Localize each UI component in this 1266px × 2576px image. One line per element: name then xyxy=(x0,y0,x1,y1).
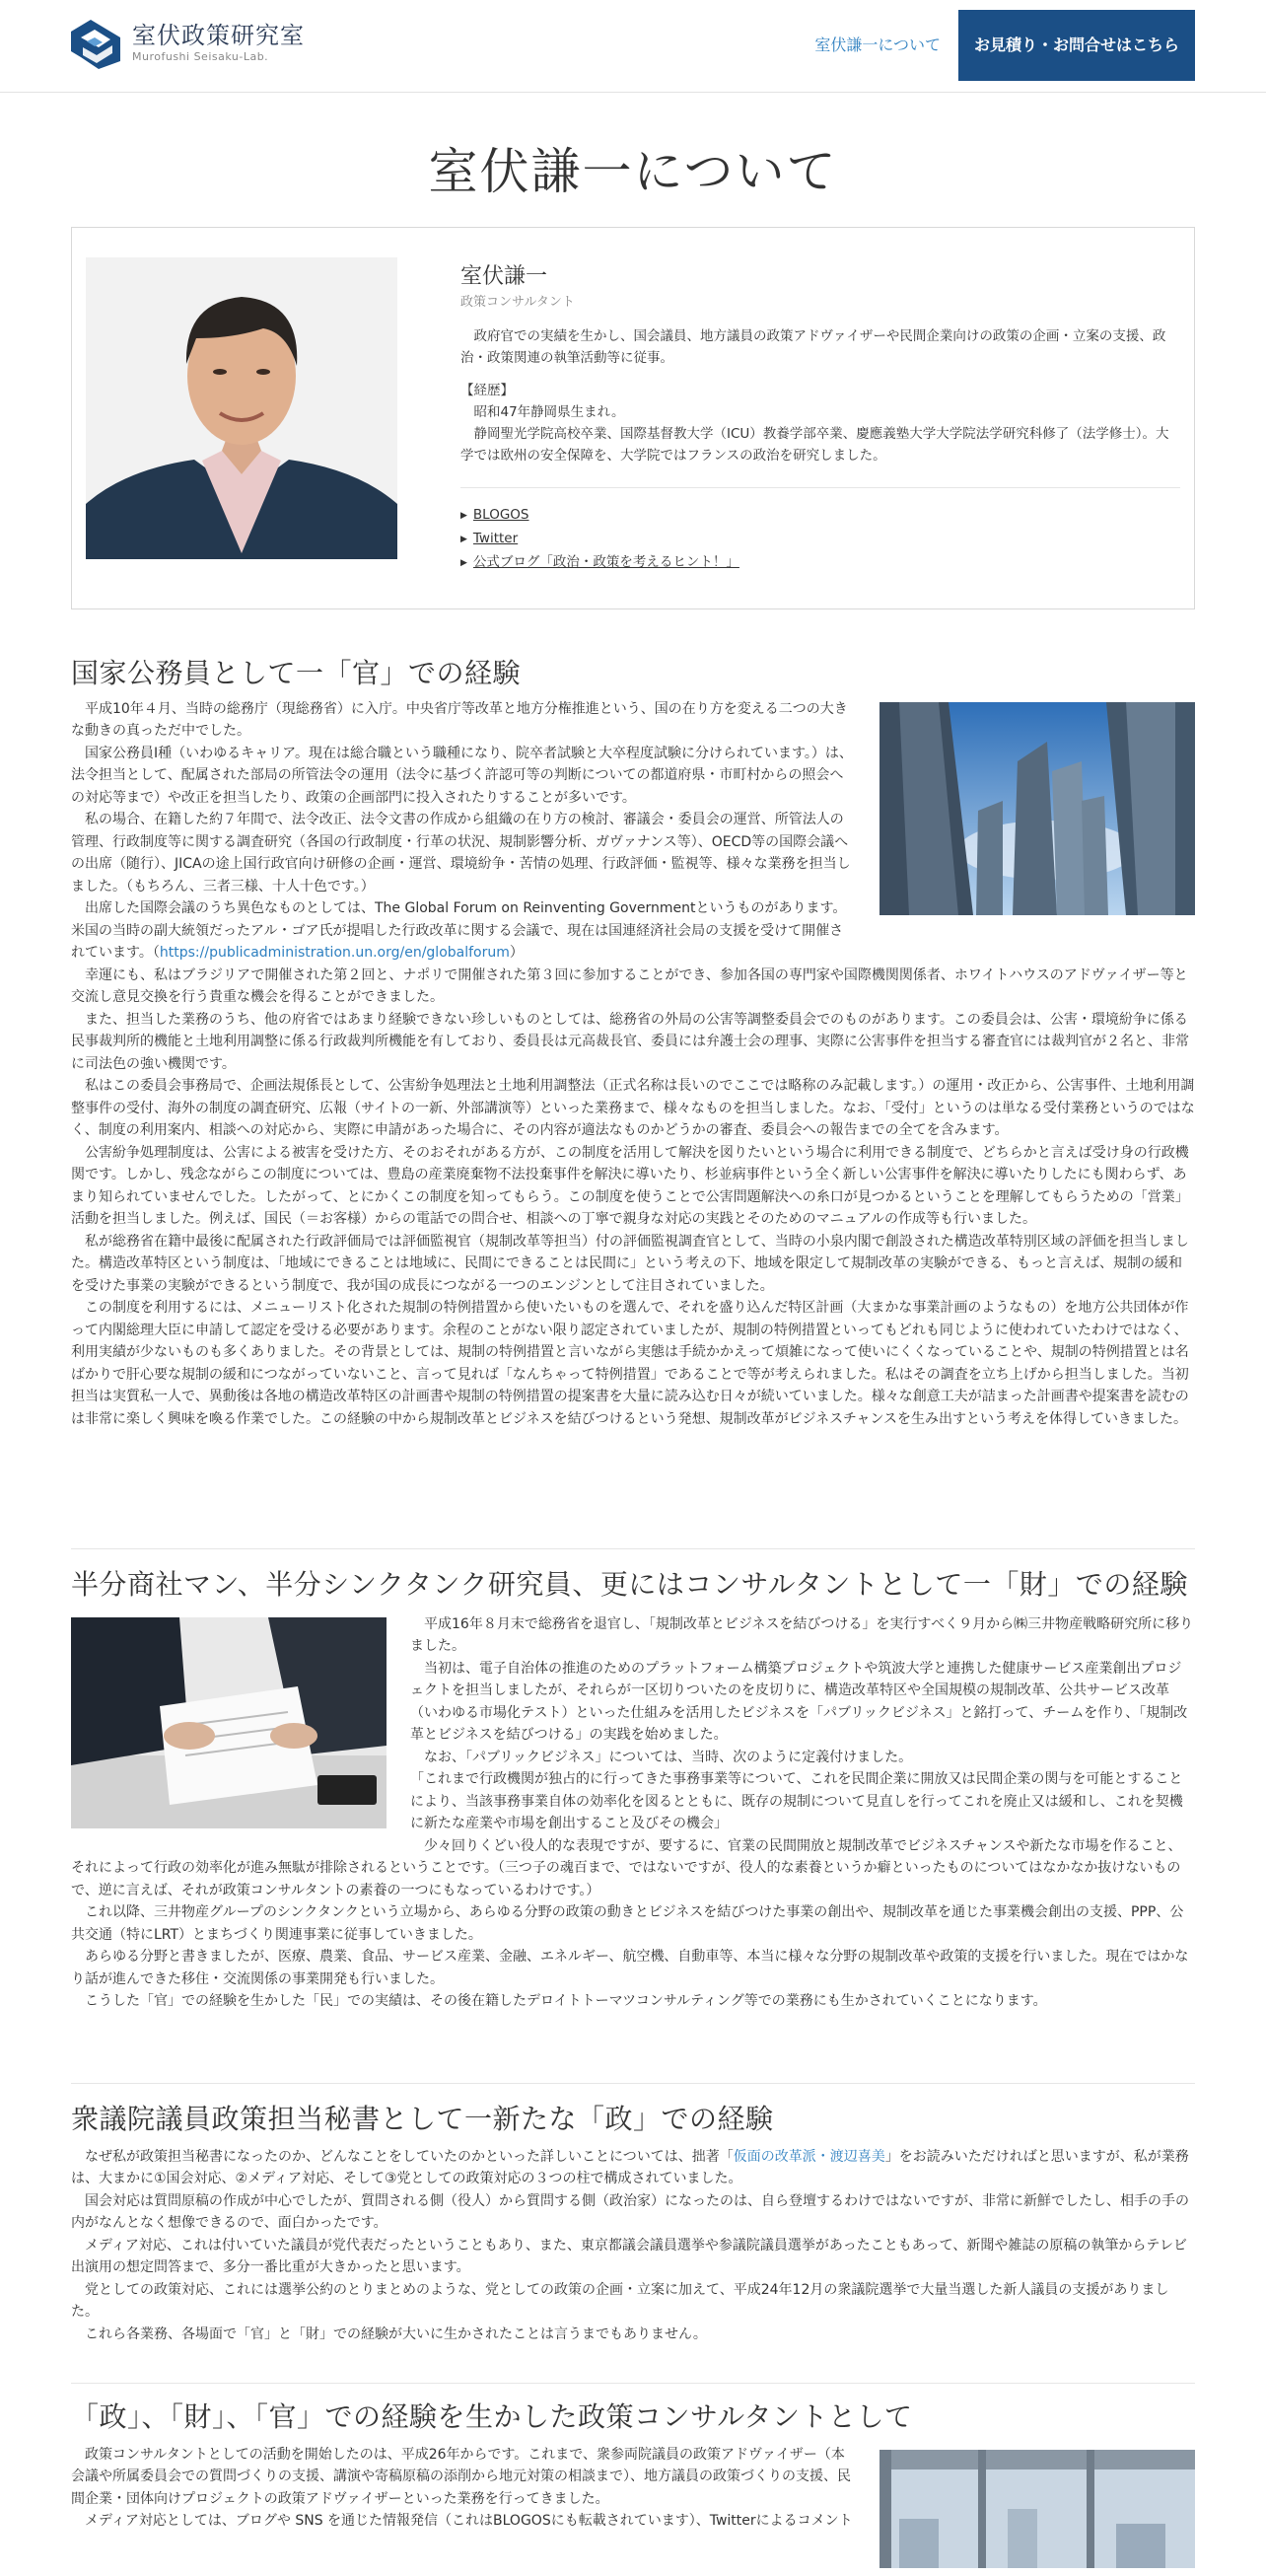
paragraph: これら各業務、各場面で「官」と「財」での経験が大いに生かされたことは言うまでもありません。 xyxy=(85,2326,707,2342)
paragraph-text: 出席した国際会議のうち異色なものとしては、The Global Forum on Reinventing Governmentというものがあります。米国の当時の副大統領だったアル・ゴア氏が提唱した行政改革に関する会議で、現在は国連経済社会局の支援を受けて開催されています。（ xyxy=(71,900,847,962)
un-globalforum-link[interactable]: https://publicadministration.un.org/en/globalforum xyxy=(159,945,510,962)
section-heading: 衆議院議員政策担当秘書として一新たな「政」での経験 xyxy=(71,2103,774,2135)
site-header xyxy=(0,0,1266,93)
paragraph: 党としての政策対応、これには選挙公約のとりまとめのような、党としての政策の企画・立案に加えて、平成24年12月の衆議院選挙で大量当選した新人議員の支援がありました。 xyxy=(71,2281,1169,2321)
logo-name: 室伏政策研究室 xyxy=(132,22,305,49)
paragraph: メディア対応、これは付いていた議員が党代表だったということもあり、また、東京都議会議員選挙や参議院議員選挙があったこともあって、新聞や雑誌の原稿の執筆からテレビ出演用の想定問答まで、多分一番比重が大きかったと思います。 xyxy=(71,2237,1188,2276)
contact-cta-button[interactable]: お見積り・お問合せはこちら xyxy=(958,10,1195,81)
paragraph-text: なぜ私が政策担当秘書になったのか、どんなことをしていたのかといった詳しいことについては、拙著「 xyxy=(85,2148,734,2165)
paragraph: なお、「パブリックビジネス」については、当時、次のように定義付けました。 xyxy=(424,1749,913,1765)
site-logo[interactable] xyxy=(69,18,305,71)
blogos-link[interactable]: ▶ BLOGOS xyxy=(460,504,1180,528)
career-line: 静岡聖光学院高校卒業、国際基督教大学（ICU）教養学部卒業、慶應義塾大学大学院法学研究科修了（法学修士）。大学では欧州の安全保障を、大学院ではフランスの政治を研究しました。 xyxy=(460,426,1169,464)
section-government xyxy=(71,655,1195,1430)
logo-subtitle: Murofushi Seisaku-Lab. xyxy=(132,49,269,63)
paragraph: 国会対応は質問原稿の作成が中心でしたが、質問される側（役人）から質問する側（政治家）になったのは、自ら登壇するわけではないですが、非常に新鮮でしたし、相手の手の内がなんとなく想像できるので、面白かったです。 xyxy=(71,2192,1189,2232)
paragraph: あらゆる分野と書きましたが、医療、農業、食品、サービス産業、金融、エネルギー、航空機、自動車等、本当に様々な分野の規制改革や政策的支援を行いました。現在ではかなり話が進んできた移住・交流関係の事業開発も行いました。 xyxy=(71,1949,1189,1987)
profile-role: 政策コンサルタント xyxy=(460,294,575,310)
paragraph-text: 」をお読みいただければと思いますが、私が業務は、大まかに①国会対応、②メディア対応、そして③党としての政策対応の３つの柱で構成されていました。 xyxy=(71,2148,1189,2187)
paragraph: 私が総務省在籍中最後に配属された行政評価局では評価監視官（規制改革等担当）付の評価監視調査官として、当時の小泉内閣で創設された構造改革特別区域の評価を担当しました。構造改革特区という制度は、「地域にできることは地域に、民間にできることは民間に」という考えの下、地域を限定して規制改革の実験ができる、もっと言えば、規制の緩和を受けた事業の実験ができるという制度で、我が国の成長につながる一つのエンジンとして注目されていました。 xyxy=(71,1233,1189,1294)
section-body xyxy=(71,2444,1195,2533)
paragraph: 国家公務員Ⅰ種（いわゆるキャリア。現在は総合職という職種になり、院卒者試験と大卒程度試験に分けられています。）は、法令担当として、配属された部局の所管法令の運用（法令に基づく許認可等の判断についての都道府県・市町村からの照会への対応等まで）や改正を担当したり、政策の企画部門に投入されたりすることが多いです。 xyxy=(71,745,853,806)
paragraph: 公害紛争処理制度は、公害による被害を受けた方、そのおそれがある方が、この制度を活用して解決を図りたいという場合に利用できる制度で、どちらかと言えば受け身の行政機関です。しかし、残念ながらこの制度については、豊島の産業廃棄物不法投棄事件を解決に導いたり、杉並病事件という全く新しい公害事件を解決に導いたりしたにも関わらず、あまり知られていませんでした。したがって、とにかくこの制度を知ってもらう。この制度を使うことで公害問題解決への糸口が見つかるということを理解してもらうための「営業」活動を担当しました。例えば、国民（＝お客様）からの電話での問合せ、相談への丁寧で親身な対応の実践とそのためのマニュアルの作成等も行いました。 xyxy=(71,1144,1189,1228)
buildings-photo xyxy=(879,702,1195,915)
section-body xyxy=(71,1613,1195,2013)
profile-name: 室伏謙一 xyxy=(460,264,548,289)
section-divider xyxy=(71,1548,1195,1549)
section-divider xyxy=(71,2083,1195,2084)
paragraph: 当初は、電子自治体の推進のためのプラットフォーム構築プロジェクトや筑波大学と連携した健康サービス産業創出プロジェクトを担当しましたが、それらが一区切りついたのを皮切りに、構造改革特区や全国規模の規制改革、公共サービス改革（いわゆる市場化テスト）といった仕組みを活用したビジネスを「パブリックビジネス」と銘打って、チームを作り、「規制改革とビジネスを結びつける」の実践を始めました。 xyxy=(410,1660,1188,1744)
paragraph: この制度を利用するには、メニューリスト化された規制の特例措置から使いたいものを選んで、それを盛り込んだ特区計画（大まかな事業計画のようなもの）を地方公共団体が作って内閣総理大臣に申請して認定を受ける必要があります。余程のことがない限り認定されていましたが、規制の特例措置といってもどれも同じように使われていたわけではなく、利用実績が少ないものも多くありました。その背景としては、規制の特例措置と言いながら実態は手続かかえって煩雑になって使いにくくなっていることや、規制の特例措置とは名ばかりで肝心要な規制の緩和につながっていないこと、言って見れば「なんちゃって特例措置」であることで等が考えられました。私はその調査を立ち上げから担当しました。当初担当は実質私一人で、異動後は各地の構造改革特区の計画書や規制の特例措置の提案書を大量に読み込む日々が続いていました。様々な創意工夫が詰まった計画書や提案書を読むのは非常に楽しく興味を喚る作業でした。この経験の中から規制改革とビジネスを結びつけるという発想、規制改革がビジネスチャンスを生み出すという考えを体得していきました。 xyxy=(71,1300,1189,1427)
paragraph: 平成10年４月、当時の総務庁（現総務省）に入庁。中央省庁等改革と地方分権推進という、国の在り方を変える二つの大きな動きの真っただ中でした。 xyxy=(71,700,848,740)
paragraph: メディア対応としては、ブログや SNS を通じた情報発信（これはBLOGOSにも転載されています）、Twitterによるコメント xyxy=(85,2513,853,2530)
paragraph-text: ） xyxy=(509,945,524,962)
career-line: 昭和47年静岡県生まれ。 xyxy=(473,404,625,421)
section-heading: 「政」、「財」、「官」での経験を生かした政策コンサルタントとして xyxy=(71,2400,913,2433)
profile-photo xyxy=(86,257,397,559)
business-meeting-photo xyxy=(71,1617,387,1828)
profile-card xyxy=(71,227,1195,609)
nav-about-link[interactable]: 室伏謙一について xyxy=(814,36,941,54)
paragraph: 私はこの委員会事務局で、企画法規係長として、公害紛争処理法と土地利用調整法（正式名称は長いのでここでは略称のみ記載します。）の運用・改正から、公害事件、土地利用調整事件の受付、海外の制度の調査研究、広報（サイトの一新、外部講演等）といった業務まで、様々なものを担当しました。なお、「受付」というのは単なる受付業務というのではなく、制度の利用案内、相談への対応から、実際に申請があった場合に、その内容が適法なものかどうかの審査、委員会への報告までの全てを含みます。 xyxy=(71,1078,1195,1139)
paragraph: 幸運にも、私はブラジリアで開催された第２回と、ナポリで開催された第３回に参加することができ、参加各国の専門家や国際機関関係者、ホワイトハウスのアドヴァイザー等と交流し意見交換を行う貴重な機会を得ることができました。 xyxy=(71,966,1188,1006)
paragraph: こうした「官」での経験を生かした「民」での実績は、その後在籍したデロイトトーマツコンサルティング等での業務にも生かされていくことになります。 xyxy=(85,1993,1047,2010)
paragraph: 少々回りくどい役人的な表現ですが、要するに、官業の民間開放と規制改革でビジネスチャンスや新たな市場を作ること、それによって行政の効率化が進み無駄が排除されるということです。（三つ子の魂百まで、ではないですが、役人的な素養というか癖といったものについてはなかなか抜けないもので、逆に言えば、それが政策コンサルタントの素養の一つにもなっているわけです。） xyxy=(71,1837,1182,1898)
profile-links xyxy=(460,504,1180,575)
section-consultant xyxy=(71,2398,1195,2576)
section-heading: 国家公務員として一「官」での経験 xyxy=(71,657,522,689)
book-link[interactable]: 仮面の改革派・渡辺喜美 xyxy=(733,2148,885,2165)
section-body xyxy=(71,2146,1195,2346)
paragraph: 平成16年８月末で総務省を退官し、「規制改革とビジネスを結びつける」を実行すべく９月から㈱三井物産戦略研究所に移りました。 xyxy=(410,1615,1194,1655)
logo-mark-icon xyxy=(69,18,122,71)
section-heading: 半分商社マン、半分シンクタンク研究員、更にはコンサルタントとして一「財」での経験 xyxy=(71,1568,1188,1601)
office-window-photo xyxy=(879,2450,1195,2568)
paragraph: また、担当した業務のうち、他の府省ではあまり経験できない珍しいものとしては、総務省の外局の公害等調整委員会でのものがあります。この委員会は、公害・環境紛争に係る民事裁判所的機能と土地利用調整に係る行政裁判所機能を有しており、委員長は元高裁長官、委員には弁護士会の理事、実際に公害事件を担当する審査官には裁判官が２名と、非常に司法色の強い機関です。 xyxy=(71,1011,1189,1072)
career-title: 【経歴】 xyxy=(460,383,514,399)
paragraph: これ以降、三井物産グループのシンクタンクという立場から、あらゆる分野の政策の動きとビジネスを結びつけた事業の創出や、規制改革を通じた事業機会創出の支援、PPP、公共交通（特にLRT）とまちづくり関連事業に従事していきました。 xyxy=(71,1904,1184,1943)
section-divider xyxy=(71,2383,1195,2384)
page-title: 室伏謙一について xyxy=(428,143,838,200)
section-business xyxy=(71,1566,1195,2013)
section-politics xyxy=(71,2101,1195,2345)
section-body xyxy=(71,698,1195,1431)
paragraph: 私の場合、在籍した約７年間で、法令改正、法令文書の作成から組織の在り方の検討、審議会・委員会の運営、所管法人の管理、行政制度等に関する調査研究（各国の行政制度・行革の状況、規制影響分析、ガヴァナンス等）、OECD等の国際会議への出席（随行）、JICAの途上国行政官向け研修の企画・運営、環境紛争・苦情の処理、行政評価・監視等、様々な業務を担当しました。（もちろん、三者三様、十人十色です。） xyxy=(71,812,851,894)
logo-text xyxy=(132,18,305,63)
profile-divider xyxy=(460,487,1180,488)
official-blog-link[interactable]: ▶ 公式ブログ「政治・政策を考えるヒント！」 xyxy=(460,551,1180,575)
paragraph xyxy=(71,2146,1195,2190)
paragraph: 政策コンサルタントとしての活動を開始したのは、平成26年からです。これまで、衆参両院議員の政策アドヴァイザー（本会議や所属委員会での質問づくりの支援、講演や寄稿原稿の添削から地元対策の相談まで）、地方議員の政策づくりの支援、民間企業・団体向けプロジェクトの政策アドヴァイザーといった業務を行ってきました。 xyxy=(71,2446,851,2507)
definition-quote: 「これまで行政機関が独占的に行ってきた事務事業等について、これを民間企業に開放又は民間企業の関与を可能とすることにより、当該事務事業自体の効率化を図るとともに、既存の規制について見直しを行ってこれを廃止又は緩和し、これを契機に新たな産業や市場を創出すること及びその機会」 xyxy=(410,1771,1183,1832)
profile-info xyxy=(460,263,1180,575)
profile-intro: 政府官での実績を生かし、国会議員、地方議員の政策アドヴァイザーや民間企業向けの政策の企画・立案の支援、政治・政策関連の執筆活動等に従事。 xyxy=(460,327,1166,366)
twitter-link[interactable]: ▶ Twitter xyxy=(460,528,1180,551)
